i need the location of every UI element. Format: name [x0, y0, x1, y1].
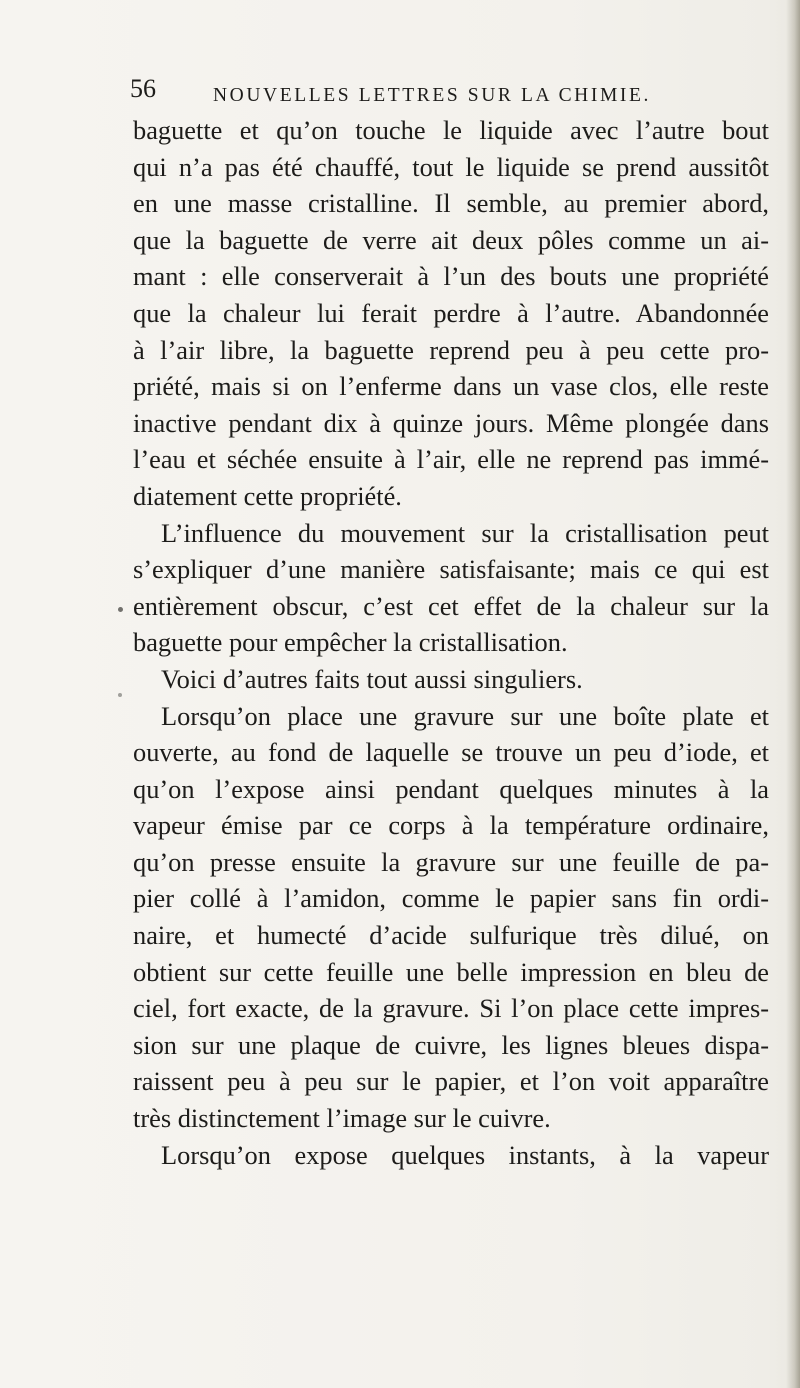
text-line: diatement cette propriété. — [133, 480, 402, 511]
text-line: qui n’a pas été chauffé, tout le liquide se prend aussitôt — [133, 151, 769, 182]
text-line: l’eau et séchée ensuite à l’air, elle ne reprend pas immé- — [133, 444, 769, 475]
text-line: que la chaleur lui ferait perdre à l’autre. Abandonnée — [133, 297, 769, 328]
text-line: mant : elle conserverait à l’un des bouts une propriété — [133, 261, 769, 292]
running-title: NOUVELLES LETTRES SUR LA CHIMIE. — [213, 85, 651, 106]
text-line: ouverte, au fond de laquelle se trouve un peu d’iode, et — [133, 737, 769, 768]
text-line: raissent peu à peu sur le papier, et l’on voit apparaître — [133, 1066, 769, 1097]
text-line: naire, et humecté d’acide sulfurique très dilué, on — [133, 920, 769, 951]
text-line: à l’air libre, la baguette reprend peu à peu cette pro- — [133, 334, 769, 365]
text-line: baguette et qu’on touche le liquide avec l’autre bout — [133, 115, 769, 145]
text-line: Lorsqu’on place une gravure sur une boîte plate et — [161, 700, 769, 731]
text-line: inactive pendant dix à quinze jours. Même plongée dans — [133, 407, 769, 438]
text-line: L’influence du mouvement sur la cristallisation peut — [161, 517, 769, 548]
text-line: en une masse cristalline. Il semble, au premier abord, — [133, 188, 769, 219]
text-line: sion sur une plaque de cuivre, les lignes bleues dispa- — [133, 1029, 769, 1060]
text-line: entièrement obscur, c’est cet effet de la chaleur sur la — [133, 590, 769, 621]
ink-speck — [118, 693, 122, 697]
text-line: s’expliquer d’une manière satisfaisante; mais ce qui est — [133, 554, 769, 585]
text-line: baguette pour empêcher la cristallisation. — [133, 627, 568, 658]
text-line: que la baguette de verre ait deux pôles comme un ai- — [133, 224, 769, 255]
text-line: Lorsqu’on expose quelques instants, à la vapeur — [161, 1139, 769, 1170]
text-line: Voici d’autres faits tout aussi singuliers. — [161, 663, 583, 694]
text-line: ciel, fort exacte, de la gravure. Si l’on place cette impres- — [133, 993, 769, 1024]
body-text — [133, 112, 769, 1173]
text-line: qu’on l’expose ainsi pendant quelques minutes à la — [133, 773, 769, 804]
text-line: pier collé à l’amidon, comme le papier sans fin ordi- — [133, 883, 769, 914]
text-line: vapeur émise par ce corps à la température ordinaire, — [133, 810, 769, 841]
text-line: qu’on presse ensuite la gravure sur une feuille de pa- — [133, 846, 769, 877]
page-number: 56 — [130, 74, 156, 103]
page-edge-shadow — [786, 0, 800, 1388]
ink-speck — [118, 607, 123, 612]
text-line: obtient sur cette feuille une belle impression en bleu de — [133, 956, 769, 987]
text-line: très distinctement l’image sur le cuivre. — [133, 1103, 551, 1134]
text-line: priété, mais si on l’enferme dans un vase clos, elle reste — [133, 371, 769, 402]
